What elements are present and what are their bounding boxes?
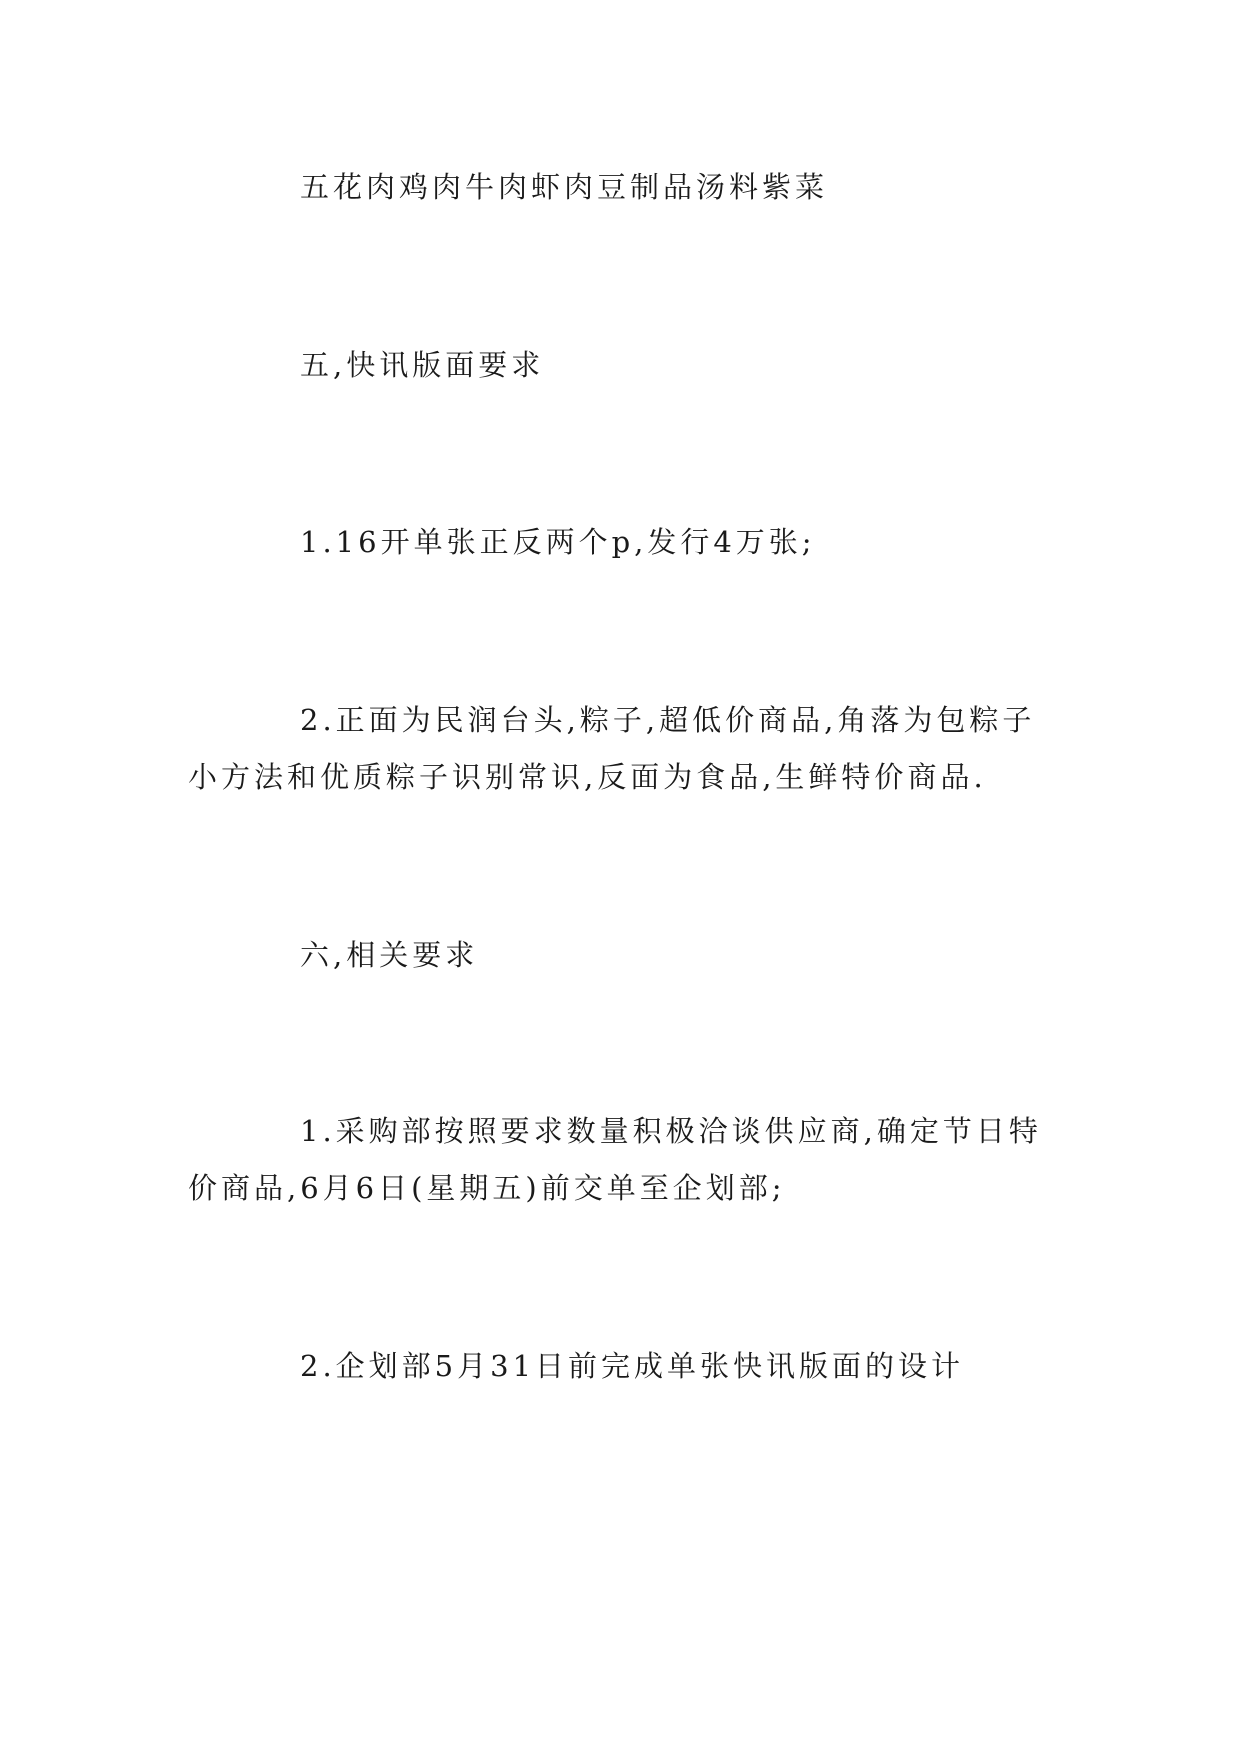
paragraph-ingredients: 五花肉鸡肉牛肉虾肉豆制品汤料紫菜 — [300, 170, 829, 204]
section-heading-requirements: 六,相关要求 — [300, 938, 479, 972]
section-heading-flyer-layout: 五,快讯版面要求 — [300, 348, 545, 382]
paragraph-flyer-content: 2.正面为民润台头,粽子,超低价商品,角落为包粽子小方法和优质粽子识别常识,反面为食品,生鲜特价商品. — [188, 703, 1036, 794]
paragraph-flyer-format: 1.16开单张正反两个p,发行4万张; — [300, 525, 816, 559]
paragraph-purchasing-requirement: 1.采购部按照要求数量积极洽谈供应商,确定节日特价商品,6月6日(星期五)前交单至企划部; — [188, 1114, 1042, 1205]
paragraph-planning-requirement: 2.企划部5月31日前完成单张快讯版面的设计 — [300, 1349, 965, 1383]
